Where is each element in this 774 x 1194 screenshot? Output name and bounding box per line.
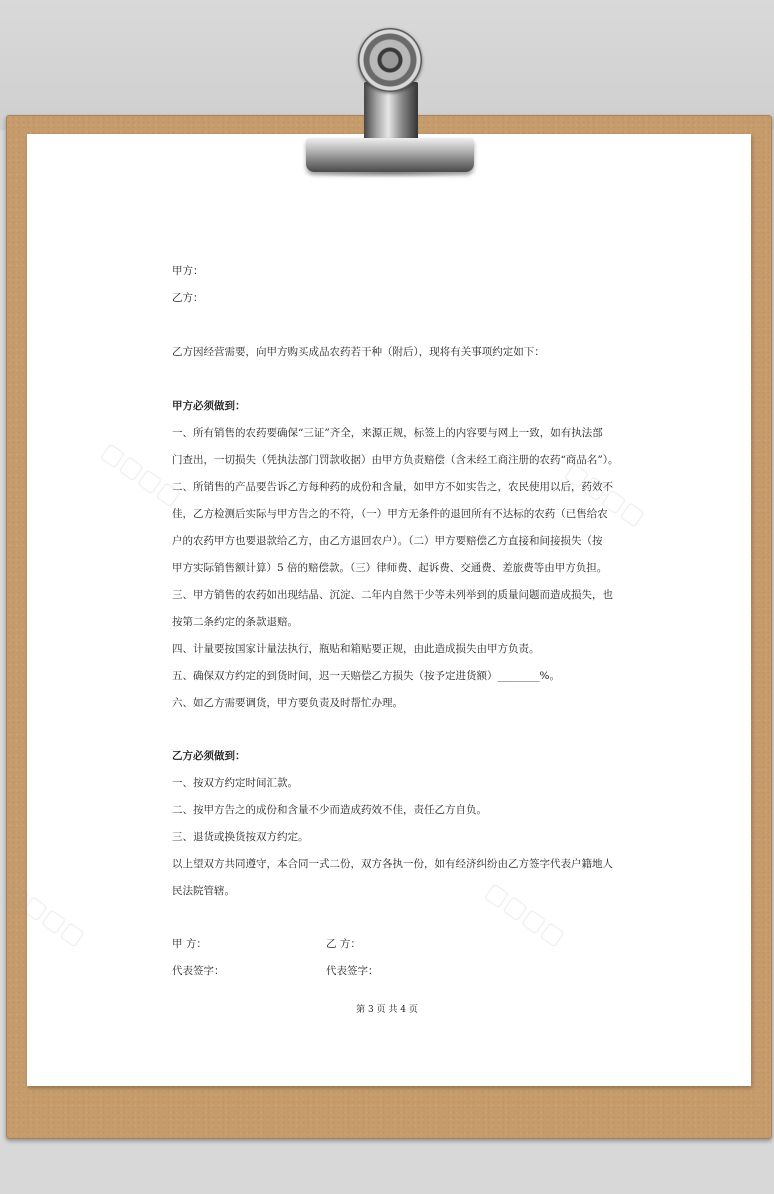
intro-paragraph: 乙方因经营需要，向甲方购买成品农药若干种（附后），现将有关事项约定如下： (172, 346, 545, 358)
section-a-line: 按第二条约定的条款退赔。 (172, 616, 298, 628)
section-a-line: 一、所有销售的农药要确保“三证”齐全，来源正规，标签上的内容要与网上一致，如有执法部 (172, 427, 603, 439)
section-a-line: 四、计量要按国家计量法执行，瓶贴和箱贴要正规，由此造成损失由甲方负责。 (172, 643, 540, 655)
section-b-line: 一、按双方约定时间汇款。 (172, 777, 298, 789)
section-b-line: 民法院管辖。 (172, 885, 235, 897)
watermark-decoration: ▢▢▢▢ (560, 456, 651, 532)
section-a-line: 六、如乙方需要调货，甲方要负责及时帮忙办理。 (172, 697, 403, 709)
clip-ring-icon (358, 28, 422, 92)
section-a-title: 甲方必须做到： (172, 400, 246, 412)
sign-party-b: 乙 方： (326, 938, 361, 950)
sign-party-a: 甲 方： (172, 938, 207, 950)
section-b-title: 乙方必须做到： (172, 750, 246, 762)
watermark-decoration: ▢▢▢▢ (480, 876, 571, 952)
sign-rep-b: 代表签字： (326, 965, 379, 977)
section-b-line: 以上望双方共同遵守，本合同一式二份，双方各执一份，如有经济纠纷由乙方签字代表户籍地人 (172, 858, 613, 870)
section-a-line: 五、确保双方约定的到货时间，迟一天赔偿乙方损失（按予定进货额）________%。 (172, 670, 560, 682)
party-b-label: 乙方： (172, 292, 204, 304)
section-a-line: 门查出，一切损失（凭执法部门罚款收据）由甲方负责赔偿（含未经工商注册的农药“商品名”）。 (172, 454, 619, 466)
paper-sheet (27, 134, 751, 1086)
section-a-line: 三、甲方销售的农药如出现结晶、沉淀、二年内自然干少等未列举到的质量问题而造成损失，也 (172, 589, 613, 601)
sign-rep-a: 代表签字： (172, 965, 225, 977)
page-footer: 第 3 页 共 4 页 (356, 1005, 418, 1015)
party-a-label: 甲方： (172, 265, 204, 277)
section-a-line: 二、所销售的产品要告诉乙方每种药的成份和含量，如甲方不如实告之，农民使用以后，药效不 (172, 481, 613, 493)
section-a-line: 佳，乙方检测后实际与甲方告之的不符，（一）甲方无条件的退回所有不达标的农药（已售给农 (172, 508, 608, 520)
watermark-decoration: ▢▢▢▢ (0, 876, 91, 952)
watermark-decoration: ▢▢▢▢ (96, 436, 187, 512)
section-b-line: 二、按甲方告之的成份和含量不少而造成药效不佳，责任乙方自负。 (172, 804, 487, 816)
section-a-line: 户的农药甲方也要退款给乙方，由乙方退回农户）。（二）甲方要赔偿乙方直接和间接损失（按 (172, 535, 603, 547)
binder-clip-icon (306, 138, 474, 172)
section-b-line: 三、退货或换货按双方约定。 (172, 831, 309, 843)
section-a-line: 甲方实际销售额计算）5 倍的赔偿款。（三）律师费、起诉费、交通费、差旅费等由甲方负担。 (172, 562, 608, 574)
